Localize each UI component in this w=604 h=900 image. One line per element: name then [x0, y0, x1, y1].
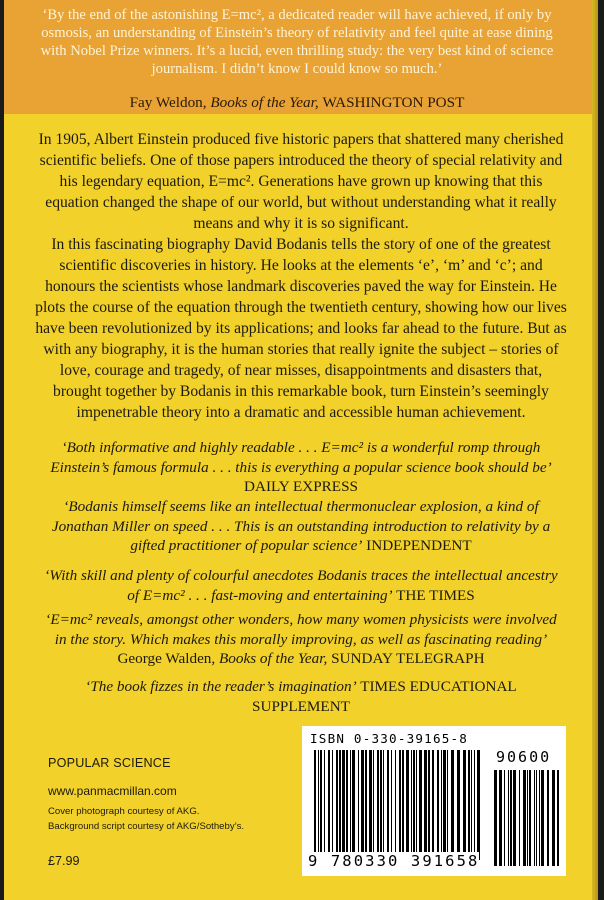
barcode-bar [534, 770, 535, 866]
barcode-bar [519, 770, 520, 866]
barcode-bar [358, 750, 359, 852]
review-independent [38, 497, 564, 556]
barcode-bar [342, 750, 345, 852]
barcode-bar [523, 770, 526, 866]
top-review-quote: ‘By the end of the astonishing E=mc², a dedicated reader will have achieved, if only by osmosis, an understanding of Einstein’s theory of relativity and feel quite at ease dining with Nobel Prize winners. It’s a lucid, even thrilling study: the very best kind of science journalism. I didn’t know I could know so much.’ [40, 7, 554, 77]
barcode-bar [510, 770, 512, 866]
barcode-bar [424, 750, 427, 852]
review-times-educational-supplement [38, 677, 564, 716]
barcode-bar [447, 750, 448, 852]
barcode-bar [557, 770, 559, 866]
barcode-bar [328, 750, 330, 852]
review-daily-express [38, 438, 564, 497]
barcode-bar [399, 750, 401, 852]
ean-number: 9 780330 391658 [308, 852, 480, 870]
barcode-bar [457, 750, 460, 852]
review-quote: ‘E=mc² reveals, amongst other wonders, how many women physicists were involved in the story. Which makes this morally improving, as well as fascinating reading’ [45, 611, 557, 648]
blurb-paragraph-2: In this fascinating biography David Bodanis tells the story of one of the greatest scientific discoveries in history. He looks at the elements ‘e’, ‘m’ and ‘c’; and honours the scientists whose landmark discoveries paved the way for Einstein. He plots the course of the equation through the twentieth century, showing how our lives have been revolutionized by its applications; and looks far ahead to the future. But as with any biography, it is the human stories that really ignite the subject – stories of love, courage and tragedy, of near misses, disappointments and disasters that, brought together by Bodanis in this remarkable book, turn Einstein’s seemingly impenetrable theory into a dramatic and accessible human achievement. [35, 236, 567, 421]
price-addon-number: 90600 [496, 748, 552, 766]
barcode-bar [552, 770, 555, 866]
barcode-bar [361, 750, 364, 852]
barcode-bar [504, 770, 505, 866]
barcode-bar [428, 750, 430, 852]
barcode-bar [441, 750, 442, 852]
barcode-bar [383, 750, 384, 852]
barcode-bar [332, 750, 333, 852]
cover-edge [592, 0, 598, 900]
barcode-bar [529, 770, 531, 866]
barcode-bar [432, 750, 434, 852]
barcode-bar [419, 750, 422, 852]
barcode-bar [508, 770, 509, 866]
barcode-bar [499, 770, 502, 866]
review-source: INDEPENDENT [366, 537, 472, 554]
review-sunday-telegraph [38, 610, 564, 669]
barcode-bar [324, 750, 325, 852]
barcode-bar [443, 750, 446, 852]
barcode-bar [513, 770, 516, 866]
photo-credit: Cover photograph courtesy of AKG. [48, 806, 200, 817]
barcode-bar [539, 770, 540, 866]
barcode-bar [369, 750, 372, 852]
barcode-bar [402, 750, 404, 852]
review-source: DAILY EXPRESS [244, 478, 358, 495]
barcode-bar [373, 750, 374, 852]
top-review-publication: Books of the Year, [210, 94, 323, 111]
barcode-bar [451, 750, 454, 852]
barcode-bar [339, 750, 341, 852]
barcode-bar [468, 750, 470, 852]
review-the-times [38, 566, 564, 605]
barcode-bar [536, 770, 537, 866]
review-publication: Books of the Year, [219, 650, 332, 667]
book-back-cover [4, 0, 598, 900]
barcode-bar [547, 770, 549, 866]
script-credit: Background script courtesy of AKG/Sotheby’s. [48, 821, 245, 832]
barcode-bar [391, 750, 392, 852]
price-label: £7.99 [48, 854, 80, 868]
review-source: THE TIMES [396, 586, 475, 604]
barcode-bar [387, 750, 389, 852]
isbn-label: ISBN 0-330-39165-8 [310, 731, 469, 746]
barcode-bar [318, 750, 319, 852]
barcode-bar [346, 750, 348, 852]
barcode-bar [336, 750, 338, 852]
top-review-author: Fay Weldon, [129, 94, 211, 111]
category-label: POPULAR SCIENCE [48, 756, 171, 770]
barcode-bar [463, 750, 466, 852]
barcode-bar [527, 770, 528, 866]
top-review-outlet: WASHINGTON POST [322, 94, 465, 111]
barcode-bar [474, 750, 475, 852]
barcode-bar [350, 750, 351, 852]
barcode-bar [406, 750, 409, 852]
barcode-bar [352, 750, 355, 852]
barcode-bar [416, 750, 417, 852]
barcode-bar [541, 770, 544, 866]
barcode-bar [314, 750, 316, 860]
barcode-panel [302, 726, 566, 876]
review-quote: ‘The book fizzes in the reader’s imagination’ [85, 678, 357, 695]
top-review-source [32, 94, 562, 112]
barcode-bar [380, 750, 382, 852]
barcode-bar [395, 750, 396, 860]
barcode-bar [413, 750, 415, 852]
barcode-bar [494, 770, 497, 866]
top-quote-band [4, 0, 598, 114]
barcode-bar [320, 750, 322, 852]
publisher-website: www.panmacmillan.com [48, 784, 177, 798]
review-quote: ‘With skill and plenty of colourful anecdotes Bodanis traces the intellectual ancestry of E=mc² . . . fast-moving and entertaining’ [44, 567, 558, 604]
review-source: TIMES EDUCATIONAL SUPPLEMENT [252, 678, 517, 715]
barcode-bar [471, 750, 472, 852]
barcode-bar [377, 750, 379, 852]
barcode-bar [365, 750, 367, 852]
barcode-bar [411, 750, 412, 852]
review-quote: ‘Bodanis himself seems like an intellectual thermonuclear explosion, a kind of Jonathan Miller on speed . . . This is an outstanding introduction to relativity by a gifted practitioner of popular science’ [51, 498, 551, 554]
review-source: SUNDAY TELEGRAPH [331, 650, 485, 667]
blurb-paragraph-1: In 1905, Albert Einstein produced five historic papers that shattered many cherished scientific beliefs. One of those papers introduced the theory of special relativity and his legendary equation, E=mc². Generations have grown up knowing that this equation changed the shape of our world, but without understanding what it really means and why it is so significant. [38, 131, 564, 232]
review-author: George Walden, [117, 650, 219, 667]
barcode-bar [437, 750, 439, 852]
barcode-bar [477, 750, 480, 860]
review-quote: ‘Both informative and highly readable . . . E=mc² is a wonderful romp through Einstein’s famous formula . . . this is everything a popular science book should be’ [50, 439, 552, 476]
